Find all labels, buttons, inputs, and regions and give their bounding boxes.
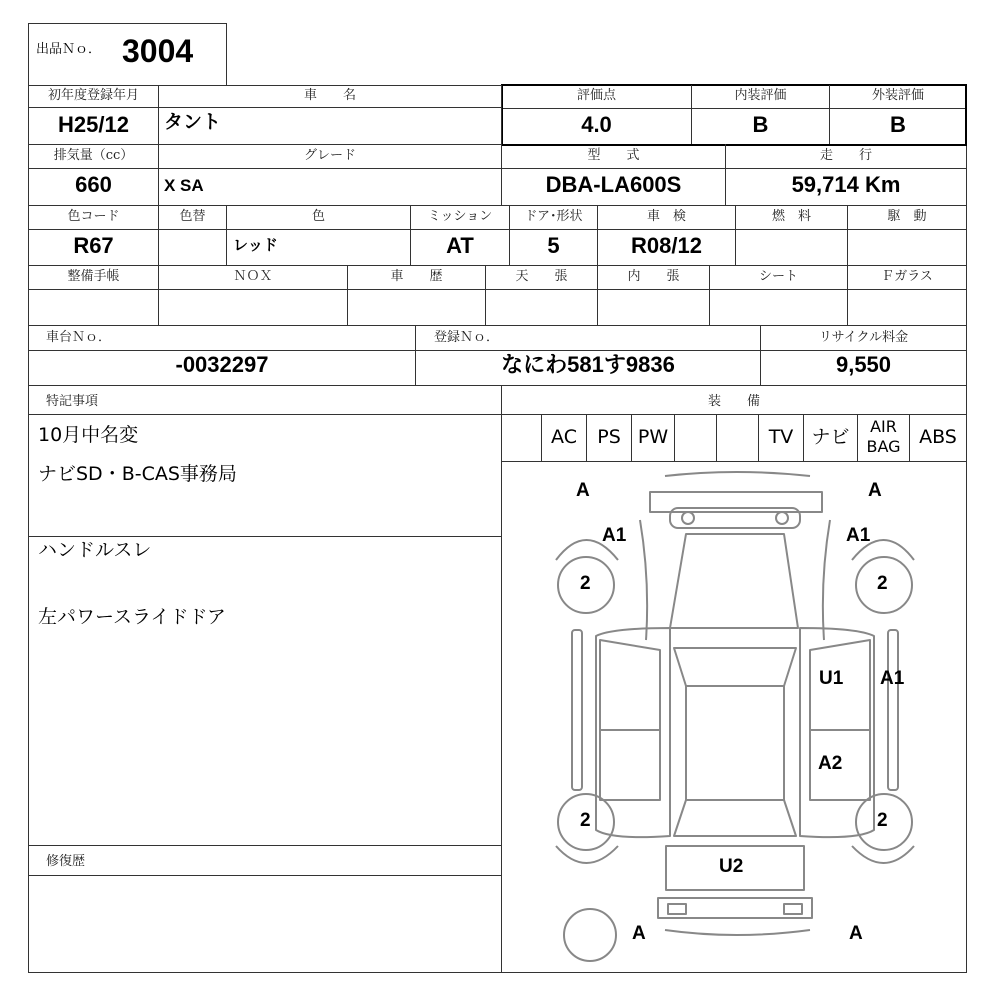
damage-mark: U2 — [719, 856, 744, 877]
score-label: 評価点 — [576, 88, 616, 103]
roof-label: 天 張 — [515, 269, 568, 284]
body-right — [800, 628, 874, 837]
damage-mark: 2 — [877, 810, 888, 831]
door-front-left — [600, 640, 660, 730]
door-rear-left — [600, 730, 660, 800]
spare-tire — [564, 909, 616, 961]
maintenance-label: 整備手帳 — [67, 269, 120, 284]
arch-rear-right — [852, 846, 914, 863]
damage-mark: A — [868, 480, 882, 501]
interior-trim-label: 内 張 — [627, 269, 680, 284]
damage-mark: A — [849, 923, 863, 944]
mileage-value: 59,714 Km — [791, 172, 901, 197]
fuel-label: 燃 料 — [771, 209, 811, 224]
chassis-label: 車台Ｎｏ． — [46, 330, 112, 345]
seat-label: シート — [758, 269, 798, 284]
mileage-label: 走 行 — [819, 148, 872, 163]
inspection-label: 車 検 — [646, 209, 686, 224]
windshield — [674, 648, 796, 686]
taillight-right — [784, 904, 802, 914]
arch-rear-left — [556, 846, 618, 863]
sill-right — [888, 630, 898, 790]
sill-left — [572, 630, 582, 790]
recycle-label: リサイクル料金 — [818, 330, 909, 345]
equipment-navi: ナビ — [811, 426, 850, 448]
equipment-ac: AC — [551, 426, 577, 448]
interior-grade-value: B — [752, 112, 769, 137]
car-name-value: タント — [164, 112, 222, 133]
drive-label: 駆 動 — [887, 209, 927, 224]
equipment-airbag: AIR BAG — [866, 417, 901, 456]
equipment-tv: TV — [768, 426, 794, 448]
lot-number: 3004 — [122, 33, 194, 69]
color-label: 色 — [311, 209, 325, 224]
repair-history-label: 修復歴 — [46, 854, 86, 869]
chassis-value: -0032297 — [175, 352, 269, 377]
doors-value: 5 — [547, 233, 560, 258]
damage-mark: A1 — [846, 525, 871, 546]
equipment-label: 装 備 — [707, 394, 760, 409]
body-left — [596, 628, 670, 837]
glass-label: Ｆガラス — [881, 269, 933, 284]
equipment-ps: PS — [597, 426, 621, 448]
plate-label: 登録Ｎｏ． — [434, 330, 500, 345]
doors-label: ドア･形状 — [524, 209, 583, 224]
rear-bumper-lower — [665, 930, 810, 935]
front-bumper — [665, 472, 810, 476]
headlight-right — [776, 512, 788, 524]
interior-grade-label: 内装評価 — [734, 88, 787, 103]
first-reg-value: H25/12 — [58, 112, 129, 137]
notes-line: ハンドルスレ — [38, 539, 152, 561]
taillight-left — [668, 904, 686, 914]
damage-mark: A1 — [602, 525, 627, 546]
notes-line: 10月中名変 — [38, 424, 139, 446]
car-name-label: 車 名 — [303, 88, 356, 103]
nox-label: ＮＯＸ — [233, 269, 273, 284]
rear-window — [674, 800, 796, 836]
notes-line: 左パワースライドドア — [38, 606, 226, 628]
first-reg-label: 初年度登録年月 — [47, 88, 139, 103]
damage-mark: 2 — [580, 810, 591, 831]
damage-mark: A1 — [880, 668, 905, 689]
damage-mark: U1 — [819, 668, 844, 689]
color-value: レッド — [233, 237, 278, 254]
damage-mark: A — [576, 480, 590, 501]
damage-mark: 2 — [877, 573, 888, 594]
lot-label: 出品Ｎｏ． — [36, 42, 102, 57]
notes-line: ナビSD・B-CAS事務局 — [38, 463, 237, 485]
model-label: 型 式 — [587, 148, 640, 163]
history-label: 車 歴 — [390, 269, 443, 284]
car-diagram — [502, 462, 966, 972]
displacement-label: 排気量（cc） — [53, 148, 134, 163]
damage-mark: 2 — [580, 573, 591, 594]
color-code-value: R67 — [73, 233, 114, 258]
plate-value: なにわ581す9836 — [501, 352, 675, 377]
equipment-pw: PW — [637, 426, 669, 448]
model-value: DBA-LA600S — [545, 172, 682, 197]
mission-value: AT — [446, 233, 474, 258]
equipment-abs: ABS — [919, 426, 957, 448]
fender-front-right — [823, 520, 830, 640]
roof — [686, 686, 784, 800]
mission-label: ミッション — [427, 209, 493, 224]
repaint-label: 色替 — [179, 209, 206, 224]
fender-front-left — [640, 520, 647, 640]
exterior-grade-label: 外装評価 — [871, 88, 924, 103]
notes-label: 特記事項 — [46, 394, 99, 409]
exterior-grade-value: B — [890, 112, 906, 137]
damage-mark: A2 — [818, 753, 843, 774]
grade-label: グレード — [303, 148, 356, 163]
score-value: 4.0 — [581, 112, 612, 137]
displacement-value: 660 — [75, 172, 112, 197]
inspection-value: R08/12 — [631, 233, 702, 258]
hood — [670, 534, 798, 628]
recycle-value: 9,550 — [835, 352, 892, 377]
color-code-label: 色コード — [67, 209, 120, 224]
headlight-left — [682, 512, 694, 524]
grade-value: X SA — [164, 176, 204, 195]
damage-mark: A — [632, 923, 646, 944]
